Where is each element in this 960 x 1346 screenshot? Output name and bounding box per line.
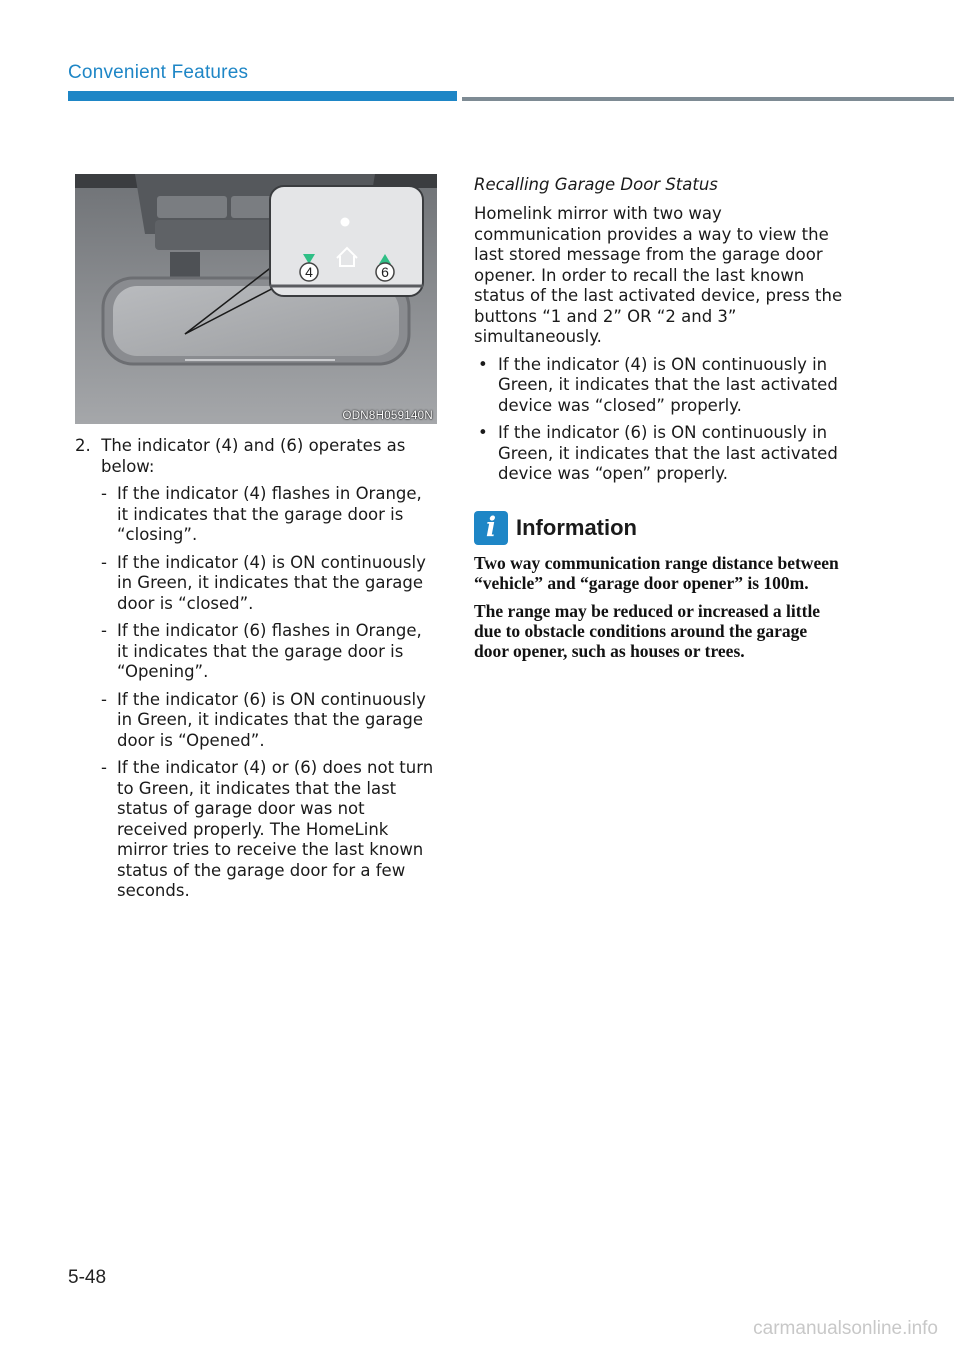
section-title: Convenient Features: [68, 62, 249, 83]
recall-heading: Recalling Garage Door Status: [474, 175, 718, 194]
bullet-dot: •: [478, 423, 488, 442]
dash: -: [101, 484, 107, 503]
dash: -: [101, 621, 107, 640]
information-title: Information: [516, 514, 637, 540]
left-column: [75, 174, 437, 902]
bullet-item: [474, 355, 844, 417]
sub-item-text: If the indicator (4) is ON continuously in Green, it indicates that the garage door is “closed”.: [117, 552, 426, 613]
mirror-illustration: [75, 174, 437, 424]
sub-item: [75, 690, 437, 752]
bullet-text: If the indicator (6) is ON continuously in Green, it indicates that the last activated device was “open” properly.: [498, 423, 838, 483]
sub-item: [75, 621, 437, 683]
information-icon: i: [474, 511, 508, 545]
sub-item: [75, 484, 437, 546]
dash: -: [101, 758, 107, 777]
item-number: 2.: [75, 436, 91, 455]
indicator-4-label: 4: [305, 264, 313, 280]
homelink-mirror-figure: [75, 174, 437, 424]
header-rule-accent: [68, 91, 457, 101]
information-paragraph: Two way communication range distance between “vehicle” and “garage door opener” is 100m.: [474, 552, 839, 593]
header-rule-gray: [462, 97, 954, 101]
information-paragraph: The range may be reduced or increased a little due to obstacle conditions around the garage door opener, such as houses or trees.: [474, 600, 821, 661]
dash: -: [101, 689, 107, 709]
right-column: [474, 174, 844, 661]
sub-item-text: If the indicator (6) flashes in Orange, it indicates that the garage door is “Opening”.: [117, 621, 422, 681]
bullet-dot: •: [478, 354, 488, 374]
information-header: [474, 511, 844, 545]
sub-item-text: If the indicator (4) flashes in Orange, it indicates that the garage door is “closing”.: [117, 484, 422, 544]
sub-item: [75, 758, 437, 902]
sub-item-text: If the indicator (4) or (6) does not turn to Green, it indicates that the last status of garage door was not received properly. The HomeLink mirror tries to receive the last known status of the garage door for a few seconds.: [117, 758, 434, 900]
page-number: 5-48: [68, 1267, 107, 1288]
recall-paragraph: Homelink mirror with two way communication provides a way to view the last stored message from the garage door opener. In order to recall the last known status of the last activated device, press the buttons “1 and 2” OR “2 and 3” simultaneously.: [474, 204, 843, 346]
numbered-item: [75, 436, 437, 477]
indicator-6-label: 6: [381, 264, 389, 280]
dash: -: [101, 552, 107, 572]
figure-code: ODN8H059140N: [342, 410, 433, 422]
bullet-text: If the indicator (4) is ON continuously in Green, it indicates that the last activated device was “closed” properly.: [498, 354, 838, 415]
sub-item: [75, 553, 437, 615]
bullet-item: [474, 423, 844, 485]
sub-item-text: If the indicator (6) is ON continuously in Green, it indicates that the garage door is “Opened”.: [117, 689, 426, 750]
item-text: The indicator (4) and (6) operates as below:: [101, 436, 406, 476]
watermark: carmanualsonline.info: [753, 1318, 938, 1339]
